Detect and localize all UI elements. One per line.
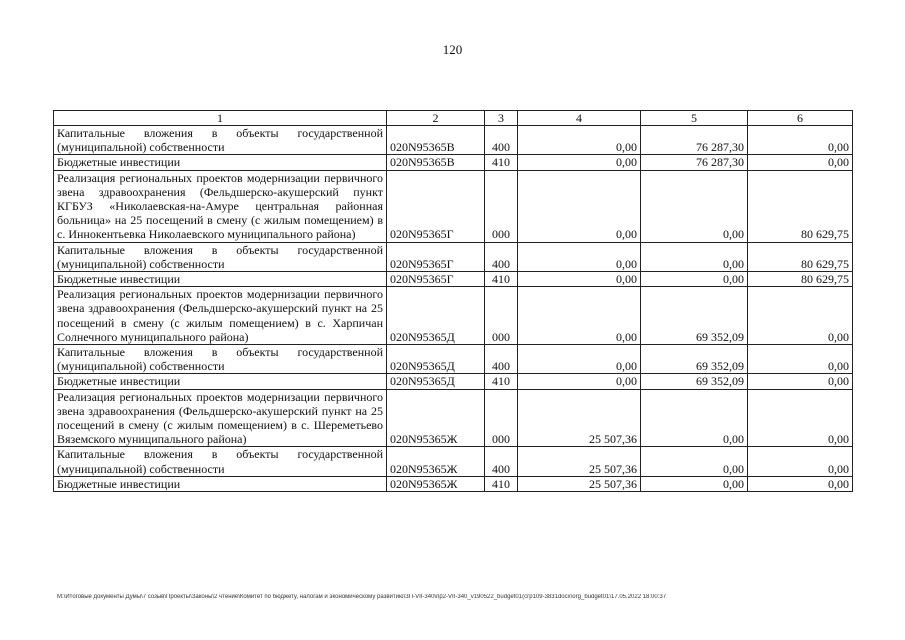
row-value-6: 80 629,75 (748, 272, 853, 287)
row-code: 020N95365В (387, 155, 485, 170)
row-value-5: 69 352,09 (641, 374, 748, 389)
row-code: 020N95365Д (387, 287, 485, 345)
table-row (54, 272, 853, 287)
table-row (54, 287, 853, 345)
row-value-5: 76 287,30 (641, 126, 748, 155)
row-name: Капитальные вложения в объекты государственной (муниципальной) собственности (54, 447, 387, 476)
row-code: 020N95365Ж (387, 389, 485, 447)
row-value-6: 0,00 (748, 287, 853, 345)
table-header-row (54, 111, 853, 126)
row-value-6: 0,00 (748, 447, 853, 476)
budget-table (53, 110, 853, 492)
row-value-6: 0,00 (748, 476, 853, 491)
row-value-4: 0,00 (518, 126, 641, 155)
column-header: 2 (387, 111, 485, 126)
row-code: 020N95365Ж (387, 476, 485, 491)
row-code: 020N95365Г (387, 170, 485, 242)
row-name: Реализация региональных проектов модернизации первичного звена здравоохранения (Фельдшерско-акушерский пункт КГБУЗ «Николаевская-на-Амуре центральная районная больница» на 25 посещений в смену (с жилым помещением) в с. Иннокентьевка Николаевского муниципального района) (54, 170, 387, 242)
table-row (54, 155, 853, 170)
table-row (54, 126, 853, 155)
row-name: Реализация региональных проектов модернизации первичного звена здравоохранения (Фельдшерско-акушерский пункт на 25 посещений в смену (с жилым помещением) в с. Шереметьево Вяземского муниципального района) (54, 389, 387, 447)
row-expense-type: 410 (485, 272, 518, 287)
row-name: Капитальные вложения в объекты государственной (муниципальной) собственности (54, 126, 387, 155)
row-expense-type: 400 (485, 242, 518, 271)
row-value-5: 69 352,09 (641, 287, 748, 345)
row-value-4: 0,00 (518, 287, 641, 345)
footer-file-path: M:\Итоговые документы Думы\7 созыв\Проекты\Законы\2 чтение\Комитет по бюджету, налогам и экономическому развитию\ЗП-VII-340\пр2-VII-340_v190522_budget01(сгр109-3831docx\org_budget01\17.05.2022 18:00:37 (57, 594, 667, 600)
row-value-4: 25 507,36 (518, 389, 641, 447)
row-expense-type: 000 (485, 287, 518, 345)
row-name: Капитальные вложения в объекты государственной (муниципальной) собственности (54, 242, 387, 271)
row-value-6: 0,00 (748, 155, 853, 170)
table-row (54, 374, 853, 389)
row-value-6: 0,00 (748, 126, 853, 155)
row-value-4: 0,00 (518, 272, 641, 287)
row-expense-type: 410 (485, 155, 518, 170)
row-code: 020N95365В (387, 126, 485, 155)
row-code: 020N95365Ж (387, 447, 485, 476)
row-value-6: 80 629,75 (748, 242, 853, 271)
row-code: 020N95365Г (387, 272, 485, 287)
row-value-4: 25 507,36 (518, 447, 641, 476)
column-header: 5 (641, 111, 748, 126)
row-value-5: 0,00 (641, 476, 748, 491)
row-name: Бюджетные инвестиции (54, 374, 387, 389)
row-value-4: 0,00 (518, 242, 641, 271)
page-number: 120 (442, 42, 463, 57)
row-value-6: 0,00 (748, 389, 853, 447)
row-name: Реализация региональных проектов модернизации первичного звена здравоохранения (Фельдшерско-акушерский пункт на 25 посещений в смену (с жилым помещением) в с. Харпичан Солнечного муниципального района) (54, 287, 387, 345)
row-name: Бюджетные инвестиции (54, 476, 387, 491)
row-code: 020N95365Г (387, 242, 485, 271)
table-row (54, 476, 853, 491)
row-value-6: 80 629,75 (748, 170, 853, 242)
row-value-4: 25 507,36 (518, 476, 641, 491)
column-header: 4 (518, 111, 641, 126)
row-name: Бюджетные инвестиции (54, 155, 387, 170)
column-header: 1 (54, 111, 387, 126)
row-value-4: 0,00 (518, 155, 641, 170)
row-code: 020N95365Д (387, 345, 485, 374)
row-value-5: 0,00 (641, 242, 748, 271)
row-value-5: 0,00 (641, 389, 748, 447)
row-value-6: 0,00 (748, 345, 853, 374)
row-expense-type: 000 (485, 170, 518, 242)
table-row (54, 242, 853, 271)
row-value-5: 0,00 (641, 272, 748, 287)
row-expense-type: 400 (485, 345, 518, 374)
table-row (54, 345, 853, 374)
row-expense-type: 400 (485, 126, 518, 155)
table-row (54, 389, 853, 447)
row-value-4: 0,00 (518, 345, 641, 374)
row-expense-type: 410 (485, 476, 518, 491)
row-code: 020N95365Д (387, 374, 485, 389)
row-name: Бюджетные инвестиции (54, 272, 387, 287)
row-value-4: 0,00 (518, 170, 641, 242)
row-expense-type: 410 (485, 374, 518, 389)
column-header: 6 (748, 111, 853, 126)
row-name: Капитальные вложения в объекты государственной (муниципальной) собственности (54, 345, 387, 374)
row-value-5: 69 352,09 (641, 345, 748, 374)
row-value-5: 0,00 (641, 447, 748, 476)
row-value-4: 0,00 (518, 374, 641, 389)
row-value-5: 76 287,30 (641, 155, 748, 170)
row-value-6: 0,00 (748, 374, 853, 389)
column-header: 3 (485, 111, 518, 126)
table-row (54, 447, 853, 476)
row-expense-type: 400 (485, 447, 518, 476)
table-row (54, 170, 853, 242)
row-value-5: 0,00 (641, 170, 748, 242)
row-expense-type: 000 (485, 389, 518, 447)
